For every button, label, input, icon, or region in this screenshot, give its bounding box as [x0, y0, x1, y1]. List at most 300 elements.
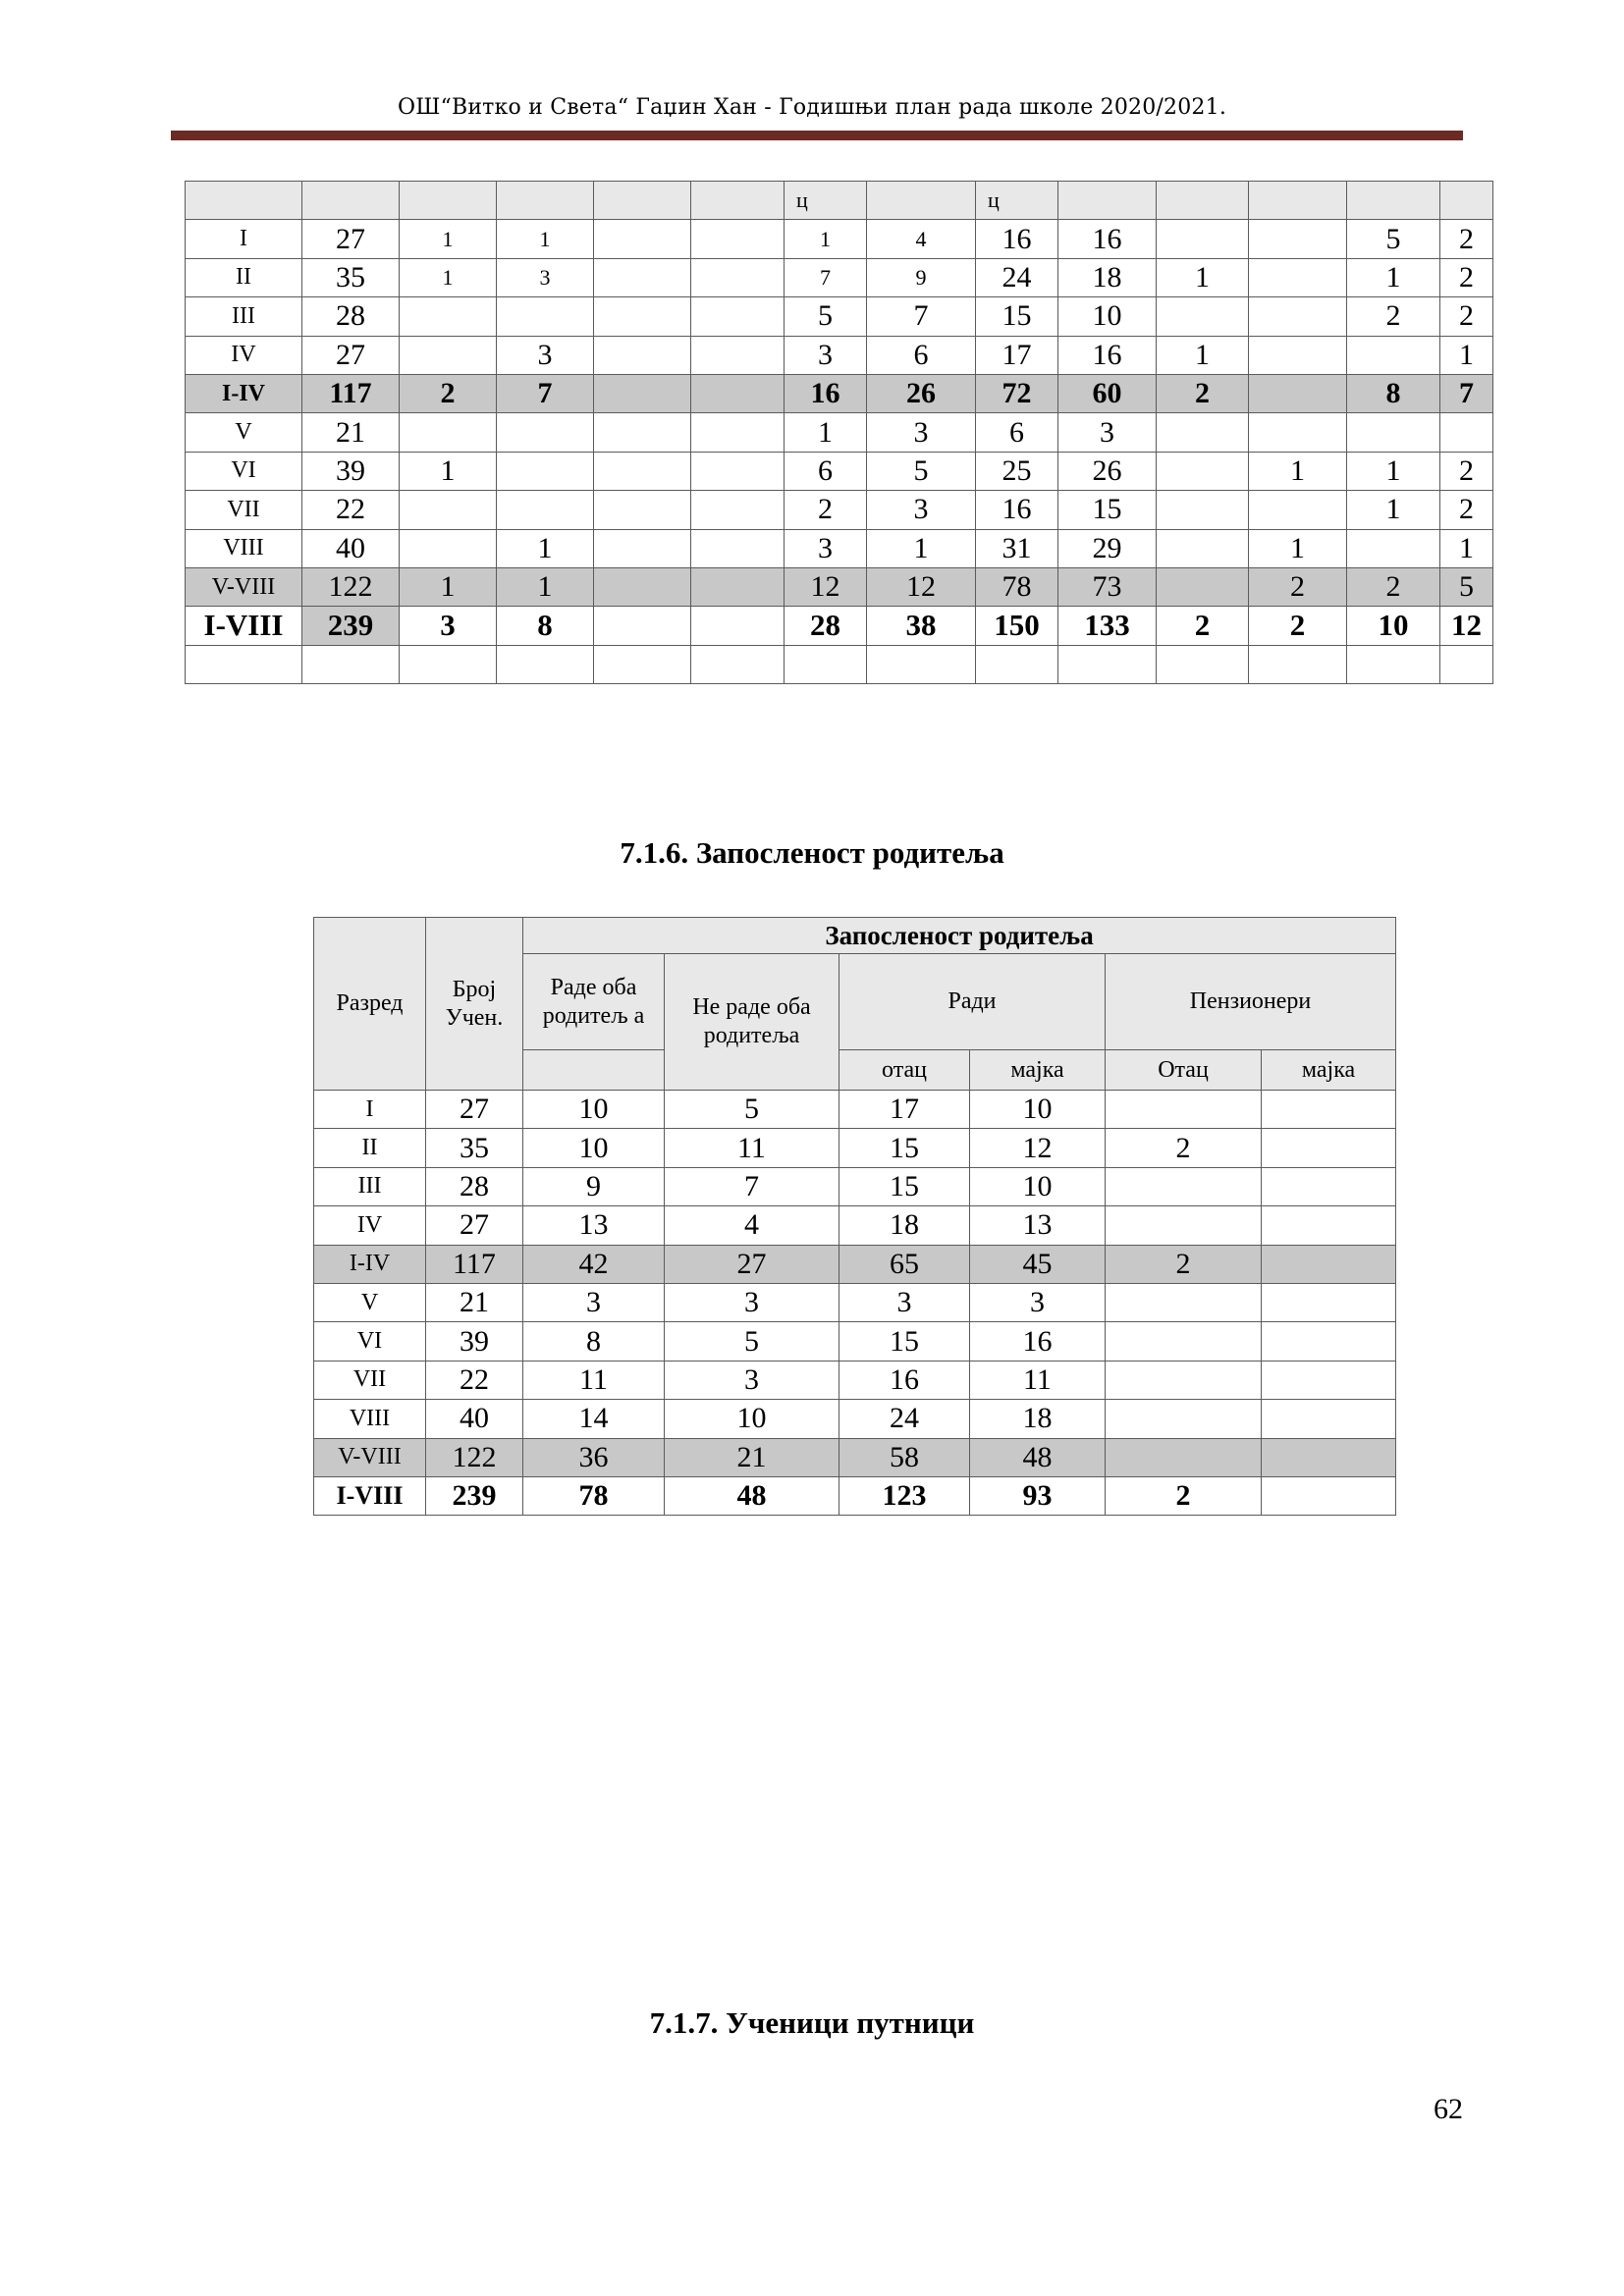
value-cell [1262, 1245, 1396, 1283]
value-cell [1262, 1283, 1396, 1321]
value-cell [497, 452, 594, 490]
grade-cell: V-VIII [186, 567, 302, 606]
value-cell [691, 452, 785, 490]
value-cell: 12 [1440, 607, 1493, 645]
value-cell: 38 [867, 607, 976, 645]
value-cell: 22 [302, 491, 400, 529]
value-cell: 1 [785, 413, 867, 452]
value-cell: 2 [1157, 607, 1249, 645]
value-cell: 2 [400, 374, 497, 412]
value-cell [1347, 336, 1440, 374]
table-row [314, 1129, 1396, 1167]
value-cell: 3 [665, 1361, 839, 1399]
value-cell: 5 [1440, 567, 1493, 606]
header-cell [186, 182, 302, 220]
value-cell: 2 [1157, 374, 1249, 412]
value-cell [1262, 1206, 1396, 1245]
value-cell [1157, 529, 1249, 567]
value-cell: 35 [426, 1129, 523, 1167]
value-cell: 1 [1440, 529, 1493, 567]
value-cell: 6 [867, 336, 976, 374]
value-cell: 1 [1347, 258, 1440, 296]
value-cell: 65 [839, 1245, 970, 1283]
table-row [314, 1091, 1396, 1129]
value-cell: 6 [785, 452, 867, 490]
value-cell: 21 [665, 1438, 839, 1476]
grade-cell: VII [186, 491, 302, 529]
value-cell: 31 [976, 529, 1058, 567]
grade-cell: I-VIII [314, 1476, 426, 1515]
grade-cell: VI [186, 452, 302, 490]
table-row [314, 1206, 1396, 1245]
page-header: ОШ“Витко и Света“ Гаџин Хан - Годишњи план рада школе 2020/2021. [397, 95, 1227, 120]
value-cell [691, 491, 785, 529]
table-row [314, 1438, 1396, 1476]
section-title-parent-employment: 7.1.6. Запосленост родитеља [620, 835, 1004, 870]
table-row [186, 607, 1493, 645]
grade-cell: II [186, 258, 302, 296]
value-cell: 3 [785, 336, 867, 374]
value-cell: 36 [523, 1438, 665, 1476]
value-cell [1106, 1361, 1262, 1399]
value-cell [1347, 529, 1440, 567]
grade-cell: II [314, 1129, 426, 1167]
value-cell [785, 645, 867, 683]
header-radi: Ради [839, 954, 1106, 1050]
value-cell [1157, 413, 1249, 452]
grade-cell: I-VIII [186, 607, 302, 645]
value-cell: 2 [1106, 1129, 1262, 1167]
value-cell [1249, 220, 1347, 258]
students-continued-table [185, 181, 1493, 684]
value-cell: 3 [970, 1283, 1106, 1321]
value-cell: 27 [426, 1206, 523, 1245]
value-cell: 21 [302, 413, 400, 452]
value-cell [497, 645, 594, 683]
value-cell [594, 452, 691, 490]
value-cell: 12 [867, 567, 976, 606]
table-row [314, 1283, 1396, 1321]
value-cell: 10 [970, 1091, 1106, 1129]
value-cell [1262, 1476, 1396, 1515]
value-cell [400, 645, 497, 683]
header-majka-penzioner: мајка [1262, 1050, 1396, 1091]
value-cell: 29 [1058, 529, 1157, 567]
value-cell: 10 [523, 1129, 665, 1167]
value-cell [400, 529, 497, 567]
grade-cell: I [186, 220, 302, 258]
header-cell [1157, 182, 1249, 220]
value-cell [594, 607, 691, 645]
value-cell: 10 [665, 1400, 839, 1438]
value-cell: 5 [665, 1091, 839, 1129]
value-cell [400, 336, 497, 374]
value-cell: 14 [523, 1400, 665, 1438]
value-cell [691, 529, 785, 567]
value-cell: 45 [970, 1245, 1106, 1283]
header-otac: отац [839, 1050, 970, 1091]
value-cell [1249, 645, 1347, 683]
value-cell: 2 [1440, 297, 1493, 336]
value-cell: 2 [1440, 491, 1493, 529]
value-cell [400, 297, 497, 336]
value-cell: 15 [1058, 491, 1157, 529]
header-cell [1440, 182, 1493, 220]
value-cell: 1 [1157, 258, 1249, 296]
value-cell: 7 [497, 374, 594, 412]
table-row [186, 258, 1493, 296]
header-majka: мајка [970, 1050, 1106, 1091]
value-cell: 123 [839, 1476, 970, 1515]
header-divider [171, 131, 1463, 140]
value-cell [691, 297, 785, 336]
value-cell: 10 [1347, 607, 1440, 645]
value-cell: 15 [839, 1167, 970, 1205]
value-cell: 3 [497, 336, 594, 374]
value-cell: 1 [497, 529, 594, 567]
value-cell: 15 [839, 1322, 970, 1361]
value-cell: 48 [970, 1438, 1106, 1476]
value-cell: 1 [400, 452, 497, 490]
value-cell [691, 258, 785, 296]
value-cell: 3 [497, 258, 594, 296]
grade-cell: VII [314, 1361, 426, 1399]
value-cell: 40 [426, 1400, 523, 1438]
table-row [186, 567, 1493, 606]
value-cell: 4 [665, 1206, 839, 1245]
value-cell: 117 [302, 374, 400, 412]
value-cell: 5 [785, 297, 867, 336]
value-cell: 28 [785, 607, 867, 645]
value-cell [691, 374, 785, 412]
value-cell: 10 [523, 1091, 665, 1129]
value-cell [594, 297, 691, 336]
parent-employment-table [313, 917, 1396, 1516]
table-header-row [186, 182, 1493, 220]
value-cell: 27 [302, 220, 400, 258]
value-cell: 21 [426, 1283, 523, 1321]
value-cell [400, 491, 497, 529]
value-cell: 1 [785, 220, 867, 258]
value-cell: 2 [1106, 1476, 1262, 1515]
value-cell: 239 [302, 607, 400, 645]
value-cell: 8 [1347, 374, 1440, 412]
value-cell [497, 297, 594, 336]
value-cell [1262, 1091, 1396, 1129]
value-cell [1440, 413, 1493, 452]
grade-cell: VIII [314, 1400, 426, 1438]
table-row [314, 1361, 1396, 1399]
value-cell [1106, 1438, 1262, 1476]
header-otac-penzioner: Отац [1106, 1050, 1262, 1091]
value-cell: 3 [867, 491, 976, 529]
grade-cell: III [314, 1167, 426, 1205]
value-cell: 150 [976, 607, 1058, 645]
header-penzioneri: Пензионери [1106, 954, 1396, 1050]
value-cell [1106, 1400, 1262, 1438]
value-cell: 22 [426, 1361, 523, 1399]
value-cell: 2 [1347, 567, 1440, 606]
value-cell: 2 [1249, 607, 1347, 645]
value-cell: 27 [426, 1091, 523, 1129]
value-cell: 4 [867, 220, 976, 258]
header-cell [400, 182, 497, 220]
table-row [314, 1167, 1396, 1205]
value-cell: 18 [1058, 258, 1157, 296]
table-row [186, 529, 1493, 567]
value-cell [1157, 491, 1249, 529]
value-cell: 3 [1058, 413, 1157, 452]
table-row [186, 220, 1493, 258]
value-cell: 60 [1058, 374, 1157, 412]
value-cell: 27 [302, 336, 400, 374]
value-cell: 3 [785, 529, 867, 567]
value-cell: 24 [976, 258, 1058, 296]
grade-cell: V [314, 1283, 426, 1321]
grade-cell: IV [186, 336, 302, 374]
value-cell: 48 [665, 1476, 839, 1515]
value-cell: 9 [867, 258, 976, 296]
value-cell [1249, 258, 1347, 296]
value-cell: 1 [867, 529, 976, 567]
value-cell [1262, 1438, 1396, 1476]
value-cell: 25 [976, 452, 1058, 490]
header-group-employment: Запосленост родитеља [523, 918, 1396, 954]
value-cell [1058, 645, 1157, 683]
value-cell: 15 [976, 297, 1058, 336]
value-cell: 239 [426, 1476, 523, 1515]
value-cell: 6 [976, 413, 1058, 452]
value-cell: 2 [1440, 220, 1493, 258]
value-cell: 1 [1249, 452, 1347, 490]
value-cell [1262, 1322, 1396, 1361]
value-cell: 13 [523, 1206, 665, 1245]
value-cell [400, 413, 497, 452]
value-cell: 2 [785, 491, 867, 529]
value-cell [1249, 491, 1347, 529]
value-cell: 133 [1058, 607, 1157, 645]
value-cell [1106, 1206, 1262, 1245]
value-cell: 16 [785, 374, 867, 412]
grade-cell: VIII [186, 529, 302, 567]
value-cell [594, 491, 691, 529]
header-cell [497, 182, 594, 220]
value-cell: 2 [1249, 567, 1347, 606]
value-cell: 73 [1058, 567, 1157, 606]
value-cell [594, 567, 691, 606]
value-cell [691, 220, 785, 258]
table-row [314, 1476, 1396, 1515]
value-cell: 18 [970, 1400, 1106, 1438]
value-cell: 122 [426, 1438, 523, 1476]
value-cell [1106, 1283, 1262, 1321]
value-cell: 1 [1249, 529, 1347, 567]
table-row [186, 491, 1493, 529]
value-cell: 2 [1440, 258, 1493, 296]
table-row [186, 645, 1493, 683]
value-cell [1157, 220, 1249, 258]
value-cell: 7 [867, 297, 976, 336]
header-cell [867, 182, 976, 220]
value-cell: 3 [867, 413, 976, 452]
value-cell: 27 [665, 1245, 839, 1283]
table-row [186, 374, 1493, 412]
value-cell: 93 [970, 1476, 1106, 1515]
value-cell: 122 [302, 567, 400, 606]
header-empty [523, 1050, 665, 1091]
value-cell [594, 220, 691, 258]
section-title-commuting-students: 7.1.7. Ученици путници [649, 2005, 975, 2040]
value-cell: 28 [426, 1167, 523, 1205]
value-cell [1249, 374, 1347, 412]
grade-cell [186, 645, 302, 683]
header-ne-rade-oba: Не раде оба родитеља [665, 954, 839, 1091]
value-cell: 78 [523, 1476, 665, 1515]
value-cell: 16 [839, 1361, 970, 1399]
header-razred: Разред [314, 918, 426, 1091]
value-cell: 16 [1058, 220, 1157, 258]
value-cell [976, 645, 1058, 683]
value-cell [594, 413, 691, 452]
value-cell [594, 529, 691, 567]
value-cell [1157, 297, 1249, 336]
value-cell [1440, 645, 1493, 683]
value-cell: 40 [302, 529, 400, 567]
table-row [314, 1322, 1396, 1361]
value-cell: 17 [839, 1091, 970, 1129]
value-cell: 42 [523, 1245, 665, 1283]
value-cell [1106, 1091, 1262, 1129]
value-cell: 7 [1440, 374, 1493, 412]
value-cell [691, 413, 785, 452]
value-cell: 3 [665, 1283, 839, 1321]
value-cell [1347, 645, 1440, 683]
value-cell: 12 [785, 567, 867, 606]
value-cell [497, 491, 594, 529]
value-cell [1157, 567, 1249, 606]
value-cell [1157, 645, 1249, 683]
value-cell: 1 [400, 258, 497, 296]
value-cell: 5 [1347, 220, 1440, 258]
value-cell: 16 [976, 220, 1058, 258]
value-cell: 15 [839, 1129, 970, 1167]
value-cell: 3 [400, 607, 497, 645]
grade-cell: I [314, 1091, 426, 1129]
header-cell [1249, 182, 1347, 220]
value-cell [1106, 1322, 1262, 1361]
value-cell [1262, 1167, 1396, 1205]
value-cell: 8 [497, 607, 594, 645]
value-cell: 11 [665, 1129, 839, 1167]
page-number: 62 [1434, 2093, 1463, 2125]
value-cell: 58 [839, 1438, 970, 1476]
value-cell [1157, 452, 1249, 490]
value-cell [594, 258, 691, 296]
table-row [186, 297, 1493, 336]
value-cell [1249, 297, 1347, 336]
value-cell: 16 [976, 491, 1058, 529]
value-cell: 1 [497, 220, 594, 258]
header-cell: ц [785, 182, 867, 220]
value-cell: 7 [665, 1167, 839, 1205]
value-cell [1249, 413, 1347, 452]
header-rade-oba: Раде оба родитељ а [523, 954, 665, 1050]
value-cell: 2 [1106, 1245, 1262, 1283]
value-cell: 10 [970, 1167, 1106, 1205]
header-cell: ц [976, 182, 1058, 220]
value-cell [691, 336, 785, 374]
grade-cell: IV [314, 1206, 426, 1245]
value-cell [594, 374, 691, 412]
header-cell [1347, 182, 1440, 220]
value-cell: 3 [839, 1283, 970, 1321]
value-cell: 39 [302, 452, 400, 490]
grade-cell: V [186, 413, 302, 452]
value-cell: 72 [976, 374, 1058, 412]
value-cell: 3 [523, 1283, 665, 1321]
value-cell: 18 [839, 1206, 970, 1245]
value-cell: 35 [302, 258, 400, 296]
value-cell [691, 607, 785, 645]
value-cell: 9 [523, 1167, 665, 1205]
value-cell: 26 [867, 374, 976, 412]
value-cell: 1 [400, 567, 497, 606]
value-cell: 2 [1440, 452, 1493, 490]
value-cell: 10 [1058, 297, 1157, 336]
value-cell: 1 [1347, 452, 1440, 490]
value-cell [1262, 1129, 1396, 1167]
value-cell: 28 [302, 297, 400, 336]
value-cell: 16 [1058, 336, 1157, 374]
value-cell [1347, 413, 1440, 452]
value-cell [691, 567, 785, 606]
value-cell: 5 [665, 1322, 839, 1361]
header-cell [1058, 182, 1157, 220]
table-row [186, 452, 1493, 490]
value-cell [497, 413, 594, 452]
value-cell [594, 645, 691, 683]
value-cell: 7 [785, 258, 867, 296]
value-cell: 78 [976, 567, 1058, 606]
value-cell [594, 336, 691, 374]
grade-cell: III [186, 297, 302, 336]
value-cell: 39 [426, 1322, 523, 1361]
grade-cell: I-IV [186, 374, 302, 412]
value-cell [1262, 1361, 1396, 1399]
value-cell: 117 [426, 1245, 523, 1283]
value-cell: 1 [1157, 336, 1249, 374]
grade-cell: VI [314, 1322, 426, 1361]
table-row [186, 336, 1493, 374]
value-cell: 11 [970, 1361, 1106, 1399]
value-cell: 1 [1440, 336, 1493, 374]
value-cell [1106, 1167, 1262, 1205]
header-broj-ucenika: Број Учен. [426, 918, 523, 1091]
value-cell: 11 [523, 1361, 665, 1399]
value-cell: 17 [976, 336, 1058, 374]
value-cell [691, 645, 785, 683]
value-cell: 12 [970, 1129, 1106, 1167]
value-cell: 2 [1347, 297, 1440, 336]
value-cell [302, 645, 400, 683]
header-cell [594, 182, 691, 220]
table-row [186, 413, 1493, 452]
table-row [314, 1245, 1396, 1283]
header-cell [302, 182, 400, 220]
value-cell: 24 [839, 1400, 970, 1438]
value-cell: 26 [1058, 452, 1157, 490]
value-cell: 1 [497, 567, 594, 606]
